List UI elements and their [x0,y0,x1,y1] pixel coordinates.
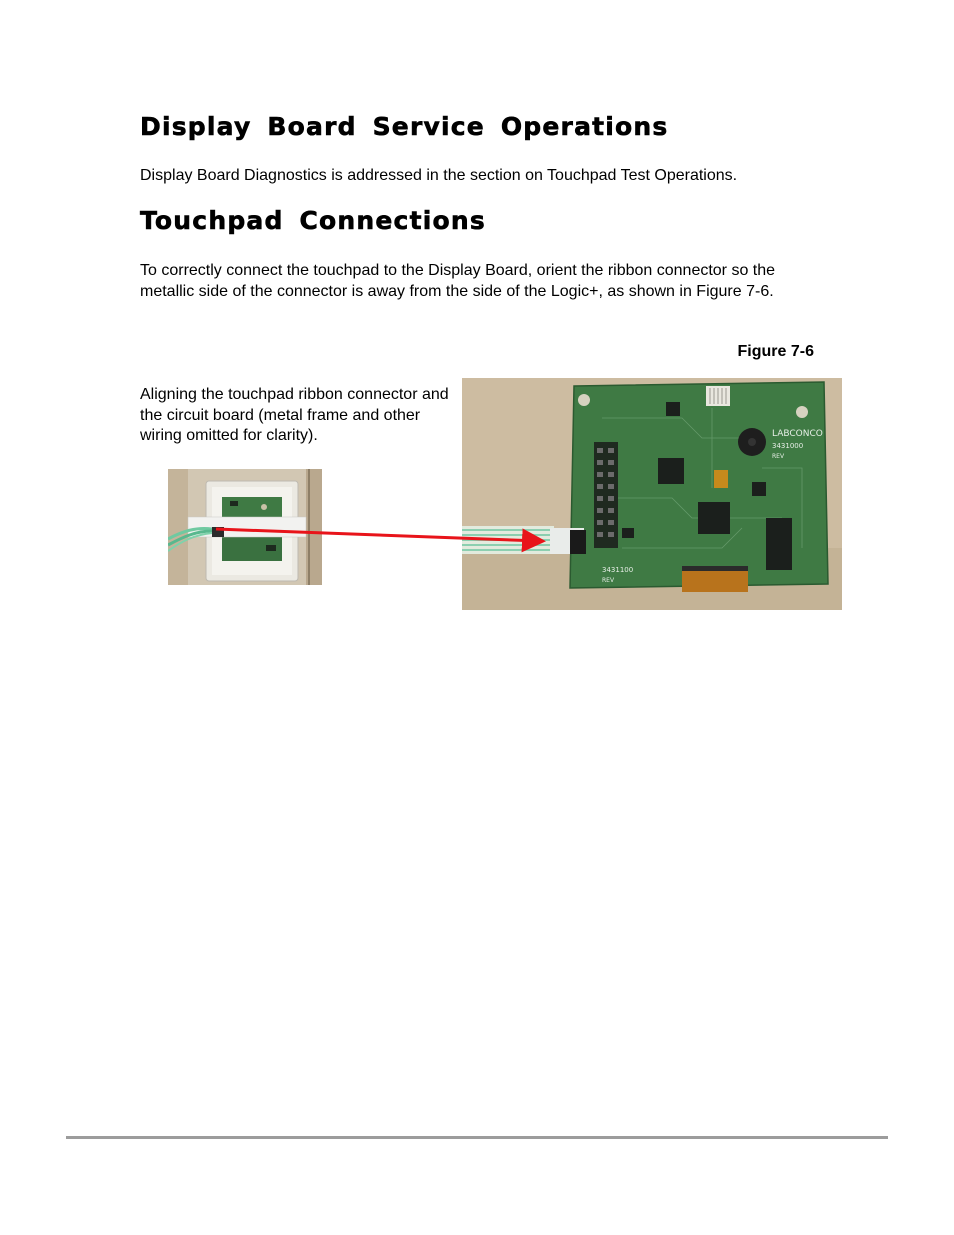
board-lower-part-number-text: 3431100 [602,566,634,574]
figure-label: Figure 7-6 [737,343,814,360]
section-heading-touchpad-connections: Touchpad Connections [140,206,486,235]
board-rev-text: REV [772,453,785,460]
display-board-illustration [462,378,842,610]
board-part-number-text: 3431000 [772,442,804,450]
footer-divider [66,1136,888,1139]
touchpad-bracket-photo [168,469,322,585]
section-heading-display-board-service: Display Board Service Operations [140,112,669,141]
board-brand-text: LABCONCO [772,429,823,439]
touchpad-bracket-illustration [168,469,322,585]
section-body-display-board-diagnostics: Display Board Diagnostics is addressed in the section on Touchpad Test Operations. [140,167,738,184]
display-board-photo [462,378,842,610]
figure-caption: Aligning the touchpad ribbon connector and the circuit board (metal frame and other wiring omitted for clarity). [140,386,449,444]
board-lower-rev-text: REV [602,577,615,584]
section-body-touchpad-connections: To correctly connect the touchpad to the Display Board, orient the ribbon connector so the metallic side of the connector is away from the side of the Logic+, as shown in Figure 7-6. [140,262,776,300]
